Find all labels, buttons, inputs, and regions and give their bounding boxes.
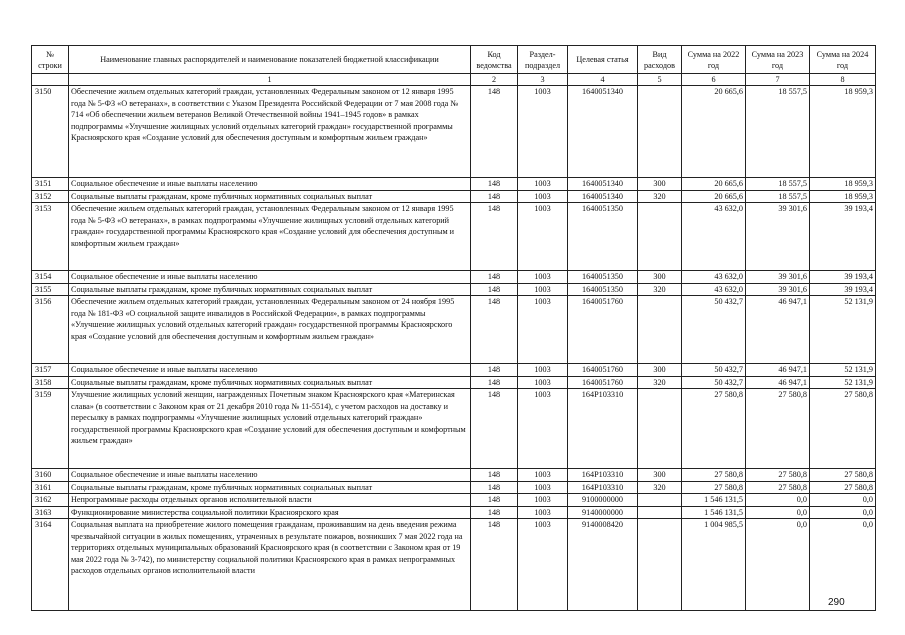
row-target: 1640051340 xyxy=(568,86,638,178)
row-ved: 148 xyxy=(471,364,518,377)
row-name: Социальные выплаты гражданам, кроме публичных нормативных социальных выплат xyxy=(69,481,471,494)
row-sum-2022: 1 546 131,5 xyxy=(682,494,746,507)
table-row xyxy=(32,494,876,507)
col-number-empty xyxy=(32,74,69,86)
row-vid: 320 xyxy=(638,481,682,494)
row-number: 3153 xyxy=(32,203,69,271)
row-sum-2022: 27 580,8 xyxy=(682,389,746,469)
table-row xyxy=(32,203,876,271)
row-target: 1640051760 xyxy=(568,376,638,389)
row-sum-2024: 18 959,3 xyxy=(810,86,876,178)
row-target: 1640051350 xyxy=(568,283,638,296)
table-row xyxy=(32,469,876,482)
row-target: 1640051340 xyxy=(568,190,638,203)
row-number: 3150 xyxy=(32,86,69,178)
row-number: 3152 xyxy=(32,190,69,203)
row-ved: 148 xyxy=(471,86,518,178)
table-row xyxy=(32,519,876,611)
row-sum-2023: 27 580,8 xyxy=(746,469,810,482)
row-razdel: 1003 xyxy=(518,481,568,494)
row-ved: 148 xyxy=(471,283,518,296)
row-sum-2023: 0,0 xyxy=(746,506,810,519)
col-number: 3 xyxy=(518,74,568,86)
row-vid: 320 xyxy=(638,376,682,389)
table-row xyxy=(32,389,876,469)
row-target: 9140000000 xyxy=(568,506,638,519)
row-number: 3156 xyxy=(32,296,69,364)
row-razdel: 1003 xyxy=(518,190,568,203)
row-name: Функционирование министерства социальной политики Красноярского края xyxy=(69,506,471,519)
row-sum-2022: 50 432,7 xyxy=(682,364,746,377)
row-razdel: 1003 xyxy=(518,178,568,191)
row-ved: 148 xyxy=(471,296,518,364)
row-vid xyxy=(638,494,682,507)
row-number: 3155 xyxy=(32,283,69,296)
row-ved: 148 xyxy=(471,494,518,507)
row-name: Социальное обеспечение и иные выплаты населению xyxy=(69,178,471,191)
row-target: 164Р103310 xyxy=(568,389,638,469)
row-sum-2022: 27 580,8 xyxy=(682,469,746,482)
row-razdel: 1003 xyxy=(518,86,568,178)
row-ved: 148 xyxy=(471,203,518,271)
row-sum-2023: 18 557,5 xyxy=(746,86,810,178)
row-name: Социальное обеспечение и иные выплаты населению xyxy=(69,364,471,377)
row-sum-2022: 1 004 985,5 xyxy=(682,519,746,611)
row-sum-2023: 27 580,8 xyxy=(746,481,810,494)
header-ved: Код ведомства xyxy=(471,46,518,74)
row-sum-2022: 20 665,6 xyxy=(682,190,746,203)
budget-table-page xyxy=(31,45,875,611)
row-ved: 148 xyxy=(471,178,518,191)
row-name: Улучшение жилищных условий женщин, награжденных Почетным знаком Красноярского края «Материнская слава» (в соответствии с Законом края от 21 декабря 2010 года № 11-5514), с учетом расходов на доставку и пересылку в рамках подпрограммы «Улучшение жилищных условий отдельных категорий граждан» государственной программы Красноярского края «Создание условий для обеспечения доступным и комфортным жильем граждан» xyxy=(69,389,471,469)
row-sum-2024: 18 959,3 xyxy=(810,190,876,203)
row-sum-2024: 0,0 xyxy=(810,494,876,507)
row-vid xyxy=(638,506,682,519)
row-name: Обеспечение жильем отдельных категорий граждан, установленных Федеральным законом от 12 января 1995 года № 5-ФЗ «О ветеранах», в рамках подпрограммы «Улучшение жилищных условий отдельных категорий граждан» государственной программы Красноярского края «Создание условий для обеспечения доступным и комфортным жильем граждан» xyxy=(69,203,471,271)
row-target: 1640051340 xyxy=(568,178,638,191)
row-vid: 300 xyxy=(638,469,682,482)
row-number: 3163 xyxy=(32,506,69,519)
row-sum-2022: 27 580,8 xyxy=(682,481,746,494)
row-target: 164Р103310 xyxy=(568,481,638,494)
row-razdel: 1003 xyxy=(518,494,568,507)
row-vid xyxy=(638,519,682,611)
row-ved: 148 xyxy=(471,506,518,519)
col-number: 7 xyxy=(746,74,810,86)
row-sum-2023: 18 557,5 xyxy=(746,178,810,191)
row-razdel: 1003 xyxy=(518,469,568,482)
row-name: Обеспечение жильем отдельных категорий граждан, установленных Федеральным законом от 12 января 1995 года № 5-ФЗ «О ветеранах», в соответствии с Указом Президента Российской Федерации от 7 мая 2008 года № 714 «Об обеспечении жильем ветеранов Великой Отечественной войны 1941–1945 годов» в рамках подпрограммы «Улучшение жилищных условий отдельных категорий граждан» государственной программы Красноярского края «Создание условий для обеспечения доступным и комфортным жильем граждан» xyxy=(69,86,471,178)
row-sum-2024: 27 580,8 xyxy=(810,481,876,494)
row-sum-2023: 0,0 xyxy=(746,519,810,611)
table-row xyxy=(32,178,876,191)
row-name: Социальное обеспечение и иные выплаты населению xyxy=(69,271,471,284)
row-vid: 320 xyxy=(638,283,682,296)
row-sum-2023: 27 580,8 xyxy=(746,389,810,469)
col-number: 2 xyxy=(471,74,518,86)
row-sum-2023: 46 947,1 xyxy=(746,296,810,364)
row-sum-2023: 46 947,1 xyxy=(746,364,810,377)
row-number: 3151 xyxy=(32,178,69,191)
row-sum-2023: 0,0 xyxy=(746,494,810,507)
row-name: Обеспечение жильем отдельных категорий граждан, установленных Федеральным законом от 24 ноября 1995 года № 181-ФЗ «О социальной защите инвалидов в Российской Федерации», в рамках подпрограммы «Улучшение жилищных условий отдельных категорий граждан» государственной программы Красноярского края «Создание условий для обеспечения доступным и комфортным жильем граждан» xyxy=(69,296,471,364)
row-target: 1640051350 xyxy=(568,203,638,271)
row-sum-2024: 39 193,4 xyxy=(810,271,876,284)
row-razdel: 1003 xyxy=(518,389,568,469)
table-row xyxy=(32,283,876,296)
table-row xyxy=(32,364,876,377)
header-sum-2022: Сумма на 2022 год xyxy=(682,46,746,74)
table-row xyxy=(32,296,876,364)
row-sum-2023: 18 557,5 xyxy=(746,190,810,203)
row-razdel: 1003 xyxy=(518,364,568,377)
row-sum-2024: 27 580,8 xyxy=(810,389,876,469)
row-vid xyxy=(638,86,682,178)
table-row xyxy=(32,190,876,203)
table-row xyxy=(32,86,876,178)
col-number: 4 xyxy=(568,74,638,86)
table-row xyxy=(32,506,876,519)
row-sum-2022: 1 546 131,5 xyxy=(682,506,746,519)
row-ved: 148 xyxy=(471,519,518,611)
row-razdel: 1003 xyxy=(518,283,568,296)
row-sum-2022: 50 432,7 xyxy=(682,376,746,389)
row-sum-2024: 39 193,4 xyxy=(810,203,876,271)
row-sum-2024: 0,0 xyxy=(810,506,876,519)
row-number: 3159 xyxy=(32,389,69,469)
row-target: 9100000000 xyxy=(568,494,638,507)
row-ved: 148 xyxy=(471,481,518,494)
table-row xyxy=(32,376,876,389)
row-sum-2022: 20 665,6 xyxy=(682,86,746,178)
row-sum-2023: 39 301,6 xyxy=(746,283,810,296)
row-target: 1640051760 xyxy=(568,296,638,364)
row-razdel: 1003 xyxy=(518,506,568,519)
row-razdel: 1003 xyxy=(518,519,568,611)
header-sum-2023: Сумма на 2023 год xyxy=(746,46,810,74)
row-number: 3154 xyxy=(32,271,69,284)
row-number: 3160 xyxy=(32,469,69,482)
row-sum-2023: 46 947,1 xyxy=(746,376,810,389)
col-number: 8 xyxy=(810,74,876,86)
table-row xyxy=(32,271,876,284)
row-vid: 300 xyxy=(638,364,682,377)
row-vid xyxy=(638,203,682,271)
page-number: 290 xyxy=(828,597,845,608)
col-number: 6 xyxy=(682,74,746,86)
row-ved: 148 xyxy=(471,376,518,389)
row-name: Социальные выплаты гражданам, кроме публичных нормативных социальных выплат xyxy=(69,190,471,203)
row-name: Непрограммные расходы отдельных органов исполнительной власти xyxy=(69,494,471,507)
col-number: 5 xyxy=(638,74,682,86)
row-number: 3164 xyxy=(32,519,69,611)
col-number: 1 xyxy=(69,74,471,86)
row-ved: 148 xyxy=(471,190,518,203)
header-sum-2024: Сумма на 2024 год xyxy=(810,46,876,74)
header-name: Наименование главных распорядителей и наименование показателей бюджетной классификации xyxy=(69,46,471,74)
row-sum-2022: 50 432,7 xyxy=(682,296,746,364)
budget-table xyxy=(31,45,876,611)
header-vid: Вид расходов xyxy=(638,46,682,74)
row-name: Социальная выплата на приобретение жилого помещения гражданам, проживавшим на день введения режима чрезвычайной ситуации в жилых помещениях, утраченных в результате пожаров, возникших 7 мая 2022 года на территориях отдельных муниципальных образований Красноярского края (в соответствии с Законом края от 19 мая 2022 года № 3-742), по министерству социальной политики Красноярского края в рамках непрограммных расходов отдельных органов исполнительной власти xyxy=(69,519,471,611)
row-target: 9140008420 xyxy=(568,519,638,611)
table-row xyxy=(32,481,876,494)
table-header xyxy=(32,46,876,86)
row-sum-2023: 39 301,6 xyxy=(746,271,810,284)
header-razdel: Раздел-подраздел xyxy=(518,46,568,74)
row-razdel: 1003 xyxy=(518,271,568,284)
row-sum-2024: 0,0 xyxy=(810,519,876,611)
row-number: 3157 xyxy=(32,364,69,377)
row-target: 1640051350 xyxy=(568,271,638,284)
row-sum-2024: 52 131,9 xyxy=(810,296,876,364)
row-number: 3161 xyxy=(32,481,69,494)
row-sum-2024: 52 131,9 xyxy=(810,364,876,377)
row-sum-2024: 52 131,9 xyxy=(810,376,876,389)
row-target: 1640051760 xyxy=(568,364,638,377)
row-vid xyxy=(638,296,682,364)
row-vid: 320 xyxy=(638,190,682,203)
row-sum-2022: 43 632,0 xyxy=(682,271,746,284)
header-num: № строки xyxy=(32,46,69,74)
row-ved: 148 xyxy=(471,469,518,482)
row-razdel: 1003 xyxy=(518,376,568,389)
row-name: Социальные выплаты гражданам, кроме публичных нормативных социальных выплат xyxy=(69,283,471,296)
row-number: 3158 xyxy=(32,376,69,389)
table-body xyxy=(32,86,876,611)
row-razdel: 1003 xyxy=(518,296,568,364)
row-sum-2023: 39 301,6 xyxy=(746,203,810,271)
row-name: Социальное обеспечение и иные выплаты населению xyxy=(69,469,471,482)
row-target: 164Р103310 xyxy=(568,469,638,482)
row-sum-2024: 18 959,3 xyxy=(810,178,876,191)
row-razdel: 1003 xyxy=(518,203,568,271)
row-sum-2022: 43 632,0 xyxy=(682,203,746,271)
row-sum-2022: 43 632,0 xyxy=(682,283,746,296)
row-sum-2022: 20 665,6 xyxy=(682,178,746,191)
row-name: Социальные выплаты гражданам, кроме публичных нормативных социальных выплат xyxy=(69,376,471,389)
row-vid: 300 xyxy=(638,271,682,284)
row-number: 3162 xyxy=(32,494,69,507)
row-ved: 148 xyxy=(471,389,518,469)
row-vid: 300 xyxy=(638,178,682,191)
row-vid xyxy=(638,389,682,469)
row-sum-2024: 39 193,4 xyxy=(810,283,876,296)
header-target: Целевая статья xyxy=(568,46,638,74)
row-sum-2024: 27 580,8 xyxy=(810,469,876,482)
row-ved: 148 xyxy=(471,271,518,284)
